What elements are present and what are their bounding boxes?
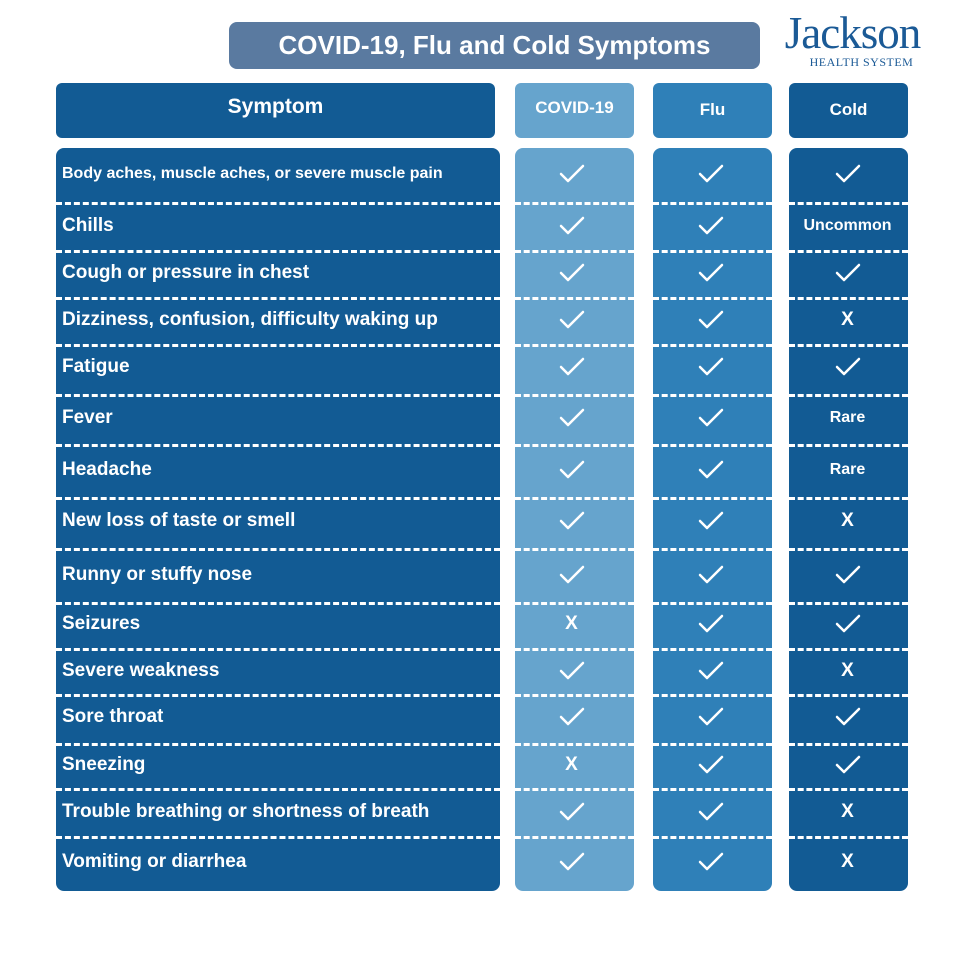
- check-icon: [698, 408, 724, 428]
- covid-cell: [512, 403, 631, 433]
- row-divider: [56, 836, 500, 839]
- check-icon: [698, 511, 724, 531]
- x-mark: X: [841, 851, 854, 872]
- flu-cell: [651, 159, 770, 189]
- row-divider: [653, 394, 772, 397]
- check-icon: [698, 565, 724, 585]
- row-divider: [515, 497, 634, 500]
- check-icon: [698, 707, 724, 727]
- flu-cell: [651, 403, 770, 433]
- check-icon: [559, 216, 585, 236]
- flu-cell: [651, 560, 770, 590]
- x-mark: X: [841, 309, 854, 330]
- check-icon: [835, 565, 861, 585]
- logo-subtitle: HEALTH SYSTEM: [809, 55, 914, 69]
- row-divider: [515, 394, 634, 397]
- x-mark: X: [565, 754, 578, 775]
- header-flu: Flu: [653, 83, 772, 138]
- row-divider: [515, 836, 634, 839]
- row-divider: [515, 602, 634, 605]
- frequency-text: Uncommon: [803, 217, 892, 234]
- header-cold: Cold: [789, 83, 908, 138]
- check-icon: [698, 802, 724, 822]
- cold-cell: [788, 403, 907, 433]
- row-divider: [515, 297, 634, 300]
- row-divider: [653, 297, 772, 300]
- row-divider: [56, 788, 500, 791]
- check-icon: [835, 164, 861, 184]
- row-divider: [653, 344, 772, 347]
- covid-cell: [512, 797, 631, 827]
- row-divider: [515, 250, 634, 253]
- row-divider: [789, 297, 908, 300]
- cold-cell: [788, 506, 907, 536]
- row-divider: [653, 648, 772, 651]
- flu-cell: [651, 258, 770, 288]
- covid-cell: [512, 159, 631, 189]
- covid-cell: [512, 750, 631, 780]
- row-divider: [789, 250, 908, 253]
- row-divider: [653, 602, 772, 605]
- flu-cell: [651, 750, 770, 780]
- covid-cell: [512, 211, 631, 241]
- row-divider: [56, 548, 500, 551]
- row-divider: [515, 344, 634, 347]
- check-icon: [698, 661, 724, 681]
- symptom-label: Severe weakness: [62, 660, 220, 681]
- covid-cell: [512, 506, 631, 536]
- check-icon: [559, 707, 585, 727]
- check-icon: [559, 310, 585, 330]
- row-divider: [789, 602, 908, 605]
- covid-cell: [512, 847, 631, 877]
- cold-cell: [788, 159, 907, 189]
- row-divider: [789, 444, 908, 447]
- cold-cell: [788, 305, 907, 335]
- symptom-label: Vomiting or diarrhea: [62, 851, 247, 872]
- frequency-text: Rare: [829, 409, 866, 426]
- check-icon: [835, 263, 861, 283]
- symptom-label: Trouble breathing or shortness of breath: [62, 801, 430, 822]
- symptom-label: Fatigue: [62, 356, 130, 377]
- check-icon: [698, 852, 724, 872]
- flu-cell: [651, 352, 770, 382]
- logo-wordmark: Jackson: [784, 8, 921, 58]
- check-icon: [559, 802, 585, 822]
- x-mark: X: [841, 660, 854, 681]
- row-divider: [789, 836, 908, 839]
- flu-cell: [651, 656, 770, 686]
- row-divider: [653, 444, 772, 447]
- covid-cell: [512, 352, 631, 382]
- cold-cell: [788, 211, 907, 241]
- cold-cell: [788, 847, 907, 877]
- row-divider: [515, 548, 634, 551]
- symptom-label: Dizziness, confusion, difficulty waking up: [62, 309, 438, 330]
- check-icon: [698, 614, 724, 634]
- row-divider: [653, 836, 772, 839]
- flu-cell: [651, 847, 770, 877]
- check-icon: [559, 408, 585, 428]
- check-icon: [698, 263, 724, 283]
- flu-cell: [651, 455, 770, 485]
- check-icon: [835, 614, 861, 634]
- cold-cell: [788, 702, 907, 732]
- check-icon: [698, 164, 724, 184]
- row-divider: [653, 497, 772, 500]
- cold-cell: [788, 797, 907, 827]
- row-divider: [56, 394, 500, 397]
- symptom-label: Body aches, muscle aches, or severe muscle pain: [62, 165, 443, 182]
- row-divider: [56, 297, 500, 300]
- row-divider: [515, 444, 634, 447]
- covid-cell: [512, 455, 631, 485]
- row-divider: [789, 394, 908, 397]
- cold-cell: [788, 609, 907, 639]
- cold-cell: [788, 258, 907, 288]
- row-divider: [56, 602, 500, 605]
- x-mark: X: [565, 613, 578, 634]
- flu-cell: [651, 506, 770, 536]
- symptom-label: Seizures: [62, 613, 141, 634]
- row-divider: [56, 444, 500, 447]
- symptom-label: Cough or pressure in chest: [62, 262, 310, 283]
- flu-cell: [651, 305, 770, 335]
- check-icon: [835, 707, 861, 727]
- cold-cell: [788, 750, 907, 780]
- cold-cell: [788, 455, 907, 485]
- symptom-label: Headache: [62, 459, 152, 480]
- check-icon: [559, 164, 585, 184]
- row-divider: [515, 743, 634, 746]
- check-icon: [835, 755, 861, 775]
- check-icon: [559, 357, 585, 377]
- check-icon: [559, 263, 585, 283]
- row-divider: [653, 788, 772, 791]
- check-icon: [559, 460, 585, 480]
- row-divider: [789, 694, 908, 697]
- row-divider: [789, 548, 908, 551]
- row-divider: [789, 743, 908, 746]
- row-divider: [515, 202, 634, 205]
- covid-cell: [512, 702, 631, 732]
- symptom-label: Sneezing: [62, 754, 146, 775]
- symptom-label: Chills: [62, 215, 114, 236]
- x-mark: X: [841, 510, 854, 531]
- flu-cell: [651, 702, 770, 732]
- check-icon: [559, 565, 585, 585]
- row-divider: [653, 548, 772, 551]
- row-divider: [789, 497, 908, 500]
- row-divider: [789, 344, 908, 347]
- covid-cell: [512, 656, 631, 686]
- row-divider: [56, 202, 500, 205]
- header-covid: COVID-19: [515, 83, 634, 138]
- flu-cell: [651, 609, 770, 639]
- covid-cell: [512, 560, 631, 590]
- check-icon: [698, 755, 724, 775]
- row-divider: [56, 250, 500, 253]
- frequency-text: Rare: [829, 461, 866, 478]
- covid-cell: [512, 258, 631, 288]
- cold-cell: [788, 352, 907, 382]
- row-divider: [789, 202, 908, 205]
- row-divider: [515, 694, 634, 697]
- row-divider: [56, 743, 500, 746]
- row-divider: [653, 250, 772, 253]
- flu-cell: [651, 211, 770, 241]
- check-icon: [698, 216, 724, 236]
- check-icon: [559, 852, 585, 872]
- row-divider: [515, 788, 634, 791]
- symptom-label: New loss of taste or smell: [62, 510, 296, 531]
- row-divider: [515, 648, 634, 651]
- row-divider: [653, 694, 772, 697]
- row-divider: [789, 648, 908, 651]
- symptom-label: Sore throat: [62, 706, 164, 727]
- covid-cell: [512, 305, 631, 335]
- x-mark: X: [841, 801, 854, 822]
- cold-cell: [788, 560, 907, 590]
- check-icon: [698, 460, 724, 480]
- flu-cell: [651, 797, 770, 827]
- symptom-label: Fever: [62, 407, 113, 428]
- row-divider: [56, 694, 500, 697]
- row-divider: [789, 788, 908, 791]
- check-icon: [835, 357, 861, 377]
- row-divider: [56, 497, 500, 500]
- check-icon: [559, 511, 585, 531]
- row-divider: [653, 202, 772, 205]
- check-icon: [698, 357, 724, 377]
- chart-title: COVID-19, Flu and Cold Symptoms: [229, 22, 760, 69]
- symptom-label: Runny or stuffy nose: [62, 564, 253, 585]
- jackson-logo: [780, 10, 925, 74]
- row-divider: [653, 743, 772, 746]
- check-icon: [559, 661, 585, 681]
- check-icon: [698, 310, 724, 330]
- cold-cell: [788, 656, 907, 686]
- covid-cell: [512, 609, 631, 639]
- row-divider: [56, 648, 500, 651]
- row-divider: [56, 344, 500, 347]
- header-symptom: Symptom: [56, 83, 495, 138]
